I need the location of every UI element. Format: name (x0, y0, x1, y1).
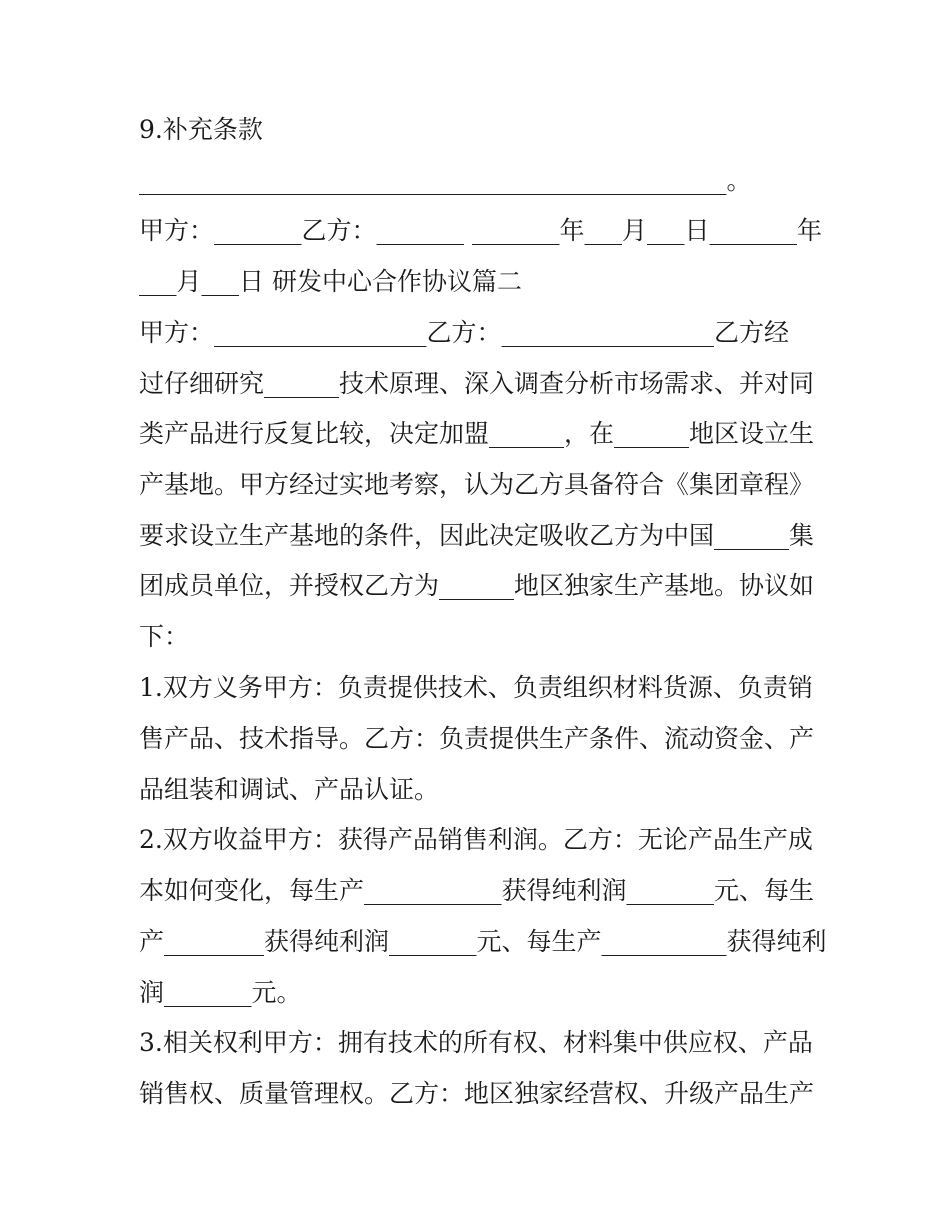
doc-line-12: 1.双方义务甲方：负责提供技术、负责组织材料货源、负责销 (139, 673, 813, 702)
doc-line-4: ___月___日 研发中心合作协议篇二 (139, 267, 522, 296)
doc-line-10: 团成员单位，并授权乙方为______地区独家生产基地。协议如 (139, 571, 815, 600)
doc-line-8: 产基地。甲方经过实地考察，认为乙方具备符合《集团章程》 (139, 470, 815, 499)
doc-line-20: 销售权、质量管理权。乙方：地区独家经营权、升级产品生产 (139, 1079, 815, 1108)
doc-line-9: 要求设立生产基地的条件，因此决定吸收乙方为中国______集 (139, 521, 815, 550)
doc-line-19: 3.相关权利甲方：拥有技术的所有权、材料集中供应权、产品 (139, 1028, 813, 1057)
doc-line-11: 下： (139, 622, 190, 651)
doc-line-5: 甲方：_________________乙方：_________________乙方经 (139, 318, 790, 347)
doc-line-18: 润_______元。 (139, 978, 302, 1007)
doc-line-2: _______________________________________________。 (139, 166, 752, 195)
doc-line-15: 2.双方收益甲方：获得产品销售利润。乙方：无论产品生产成 (139, 825, 813, 854)
doc-line-3: 甲方：_______乙方：_______ _______年___月___日_______年 (139, 216, 822, 245)
doc-line-16: 本如何变化，每生产___________获得纯利润_______元、每生 (139, 876, 815, 905)
doc-line-13: 售产品、技术指导。乙方：负责提供生产条件、流动资金、产 (139, 724, 815, 753)
doc-line-7: 类产品进行反复比较，决定加盟______，在______地区设立生 (139, 419, 815, 448)
doc-line-14: 品组装和调试、产品认证。 (139, 775, 440, 804)
doc-line-6: 过仔细研究______技术原理、深入调查分析市场需求、并对同 (139, 369, 815, 398)
doc-line-17: 产________获得纯利润_______元、每生产__________获得纯利 (139, 927, 827, 956)
doc-line-1: 9.补充条款 (139, 115, 263, 144)
